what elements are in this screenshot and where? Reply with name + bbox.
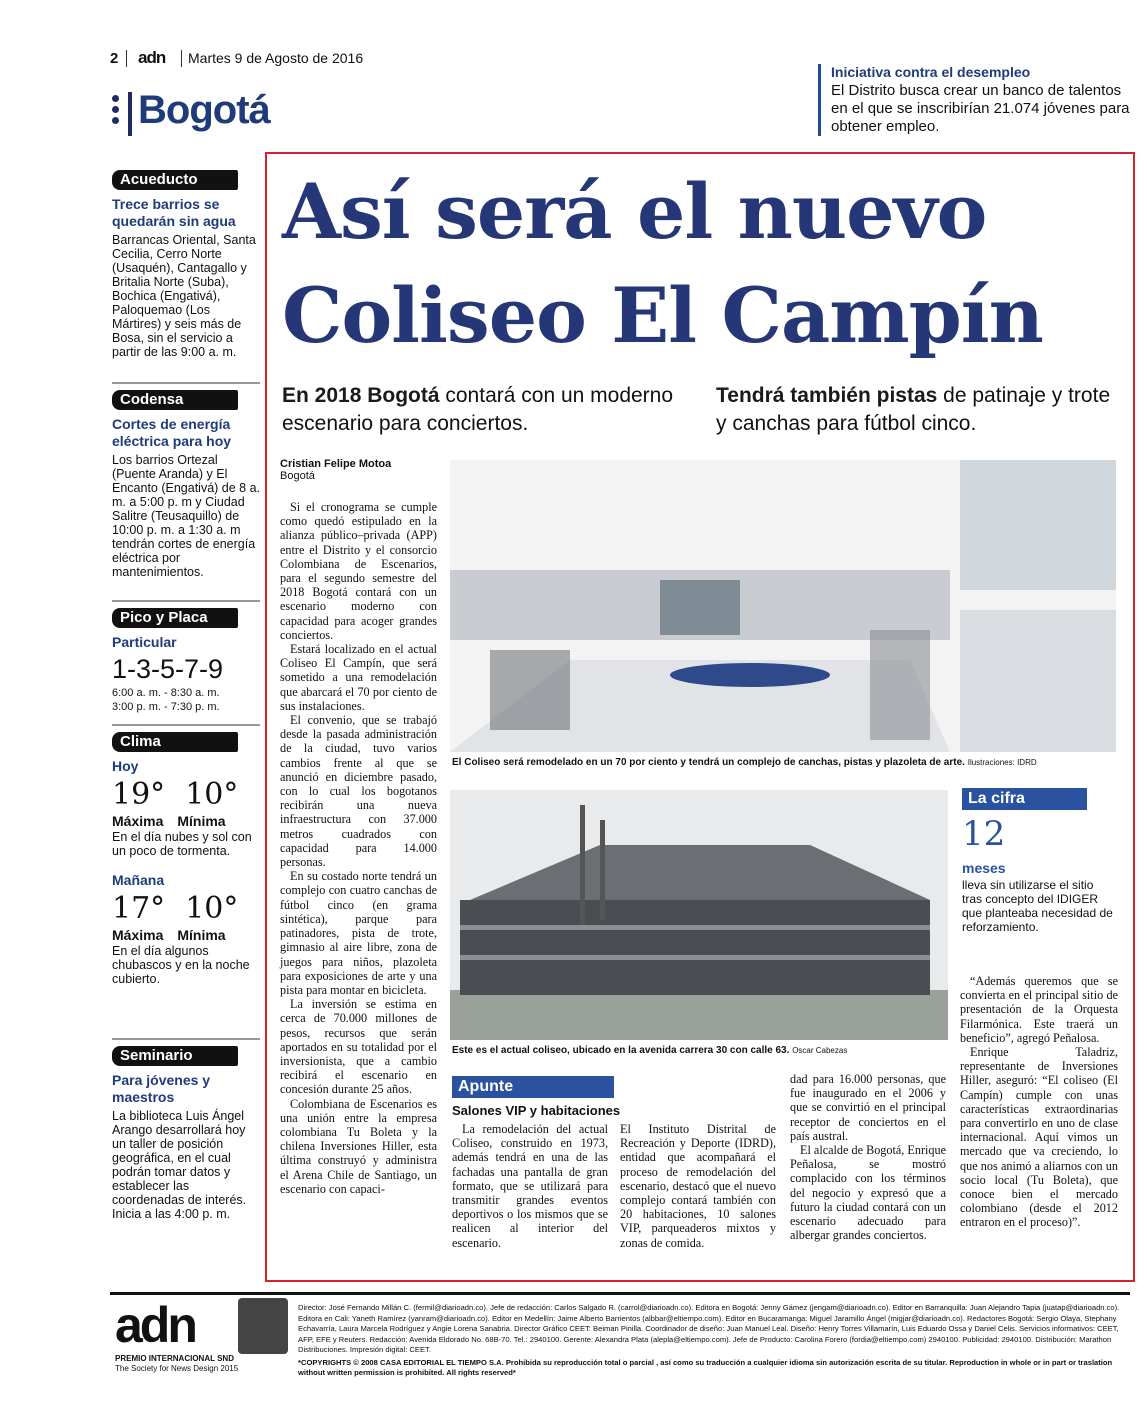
author: Cristian Felipe Motoa (280, 458, 392, 470)
headline-line-1: Así será el nuevo (282, 167, 987, 256)
paragraph: Estará localizado en el actual Coliseo El Campín, que será sometido a una remodelación que abarcará el 70 por ciento de sus instalaciones. (280, 642, 437, 713)
byline-city: Bogotá (280, 470, 315, 482)
today-text: En el día nubes y sol con un poco de tormenta. (112, 830, 252, 858)
tag-clima: Clima (112, 732, 238, 752)
article-column-4 (790, 1072, 946, 1242)
paragraph: El convenio, que se trabajó desde la pasada administración de la ciudad, tuvo varios cambios frente al que se anunció en diciembre pasado, con lo cual los bogotanos recibirán una nueva infraestructura con 37.000 metros cuadrados con capacidad para 14.000 personas. (280, 713, 437, 870)
article-column-1 (280, 500, 437, 1196)
divider (181, 50, 182, 67)
max-label: Máxima (112, 813, 164, 829)
acueducto-text: Barrancas Oriental, Santa Cecilia, Cerro Norte (Usaquén), Cantagallo y Britalia Norte (Suba), Bochica (Engativá), Paloquemao (Los Mártires) y seis más de Bosa, sin el servicio a partir de las 9:00 a. m. (112, 233, 256, 359)
deck-1-rest: contará con un moderno escenario para conciertos. (282, 384, 674, 435)
section-bar (128, 92, 132, 136)
section-title: Bogotá (138, 88, 270, 132)
paragraph: En su costado norte tendrá un complejo con cuatro canchas de fútbol cinco (en grama sintética), parque para patinadores, pista de trote, gimnasio al aire libre, zona de juegos para niños, plazoleta para exposiciones de arte y una pista para montar en bicicleta. (280, 869, 437, 997)
credits-staff: Director: José Fernando Millán C. (fermil@diarioadn.co). Jefe de redacción: Carlos Salgado R. (carrol@diarioadn.co). Editora en Bogotá: Jenny Gámez (jengam@diarioadn.co). Editor en Barranquilla: Juan Alejandro Tapia (juatap@diarioadn.co). Editora en Cali: Yaneth Ramírez (yanram@diarioadn.co). Editor en Medellín: Jaime Alberto Barrientos (albbar@eltiempo.com). Editor en Bucaramanga: Miguel Jaramillo Ángel (migjar@diarioadn.co). Redactores Bogotá: Sergio Olaya, Stephany Echavarría, Laura Marcela Rodríguez y Angie Lorena Sanabria. Director Gráfico CEET: Beiman Pinilla. Coordinador de diseño: Juan Manuel Leal. Diseño: Henry Torres Villamarín, Luis Eduardo Ossa y Daniel Celis. Servicios informativos: CEET, AFP, EFE y Reuters. Redacción: Avenida Eldorado No. 68B-70. Tel.: 2940100. Gerente: Alexandra Plata (alepla@eltiempo.com). Jefe de Producto: Carolina Forero (fordia@eltiempo.com) 2940100. Publicidad: 2940100. Distribución: Marathon Distribuciones. Impresión digital: CEET. (298, 1303, 1120, 1354)
paragraph: Colombiana de Escenarios es una unión entre la empresa colombiana Tu Boleta y la chilena Inversiones Hiller, esta última construyó y administra el Arena Chile de Santiago, un escenario con capaci- (280, 1096, 437, 1196)
sidebar-codensa (112, 390, 260, 579)
paragraph: Enrique Taladriz, representante de Inversiones Hiller, aseguró: “El coliseo (El Campín) cumple con unas características extraordinarias para convertirlo en uno de clase internacional. Aquí vimos un mercado que va creciendo, lo que nos animó a aliarnos con un socio local (Tu Boleta), que conoce bien el mercado colombiano (desde el 2012 entraron en el proceso)”. (960, 1045, 1118, 1230)
sidebar-seminario (112, 1046, 260, 1221)
award-line-1: PREMIO INTERNACIONAL SND (115, 1354, 234, 1363)
paragraph: El alcalde de Bogotá, Enrique Peñalosa, se mostró complacido con los términos del negocio y expresó que a futuro la ciudad contará con un escenario adecuado para albergar grandes conciertos. (790, 1143, 946, 1243)
tag-acueducto: Acueducto (112, 170, 238, 190)
cifra-tag: La cifra (962, 788, 1087, 810)
seminario-text: La biblioteca Luis Ángel Arango desarrollará hoy un taller de posición geográfica, en el cual podrán tomar datos y establecer las coordenadas de interés. Inicia a las 4:00 p. m. (112, 1109, 247, 1221)
min-label: Mínima (177, 813, 226, 829)
paragraph: dad para 16.000 personas, que fue inaugurado en el 2006 y que se convirtió en el principal receptor de conciertos en el país austral. (790, 1072, 946, 1143)
tag-seminario: Seminario (112, 1046, 238, 1066)
deck-1-bold: En 2018 Bogotá (282, 384, 440, 407)
illustration-coliseo (450, 460, 1116, 752)
teaser (818, 64, 1131, 136)
tag-codensa: Codensa (112, 390, 238, 410)
tomorrow-max: 17° (112, 891, 166, 926)
cifra-unit: meses (962, 860, 1006, 876)
pico-hours-1: 6:00 a. m. - 8:30 a. m. (112, 687, 220, 699)
max-label: Máxima (112, 927, 164, 943)
cifra-text: lleva sin utilizarse el sitio tras concepto del IDIGER que planteaba necesidad de reforzamiento. (962, 878, 1113, 934)
headline-line-2: Coliseo El Campín (282, 271, 1043, 360)
byline (280, 458, 391, 482)
pico-hours-2: 3:00 p. m. - 7:30 p. m. (112, 701, 220, 713)
sidebar-acueducto (112, 170, 260, 359)
apunte-col-b: El Instituto Distrital de Recreación y Deporte (IDRD), entidad que acompañará el proceso de remodelación del escenario, destacó que el nuevo complejo contará también con 20 habitaciones, 10 salones VIP, parqueaderos mixtos y zonas de comida. (620, 1122, 776, 1250)
section-dots-icon (112, 95, 120, 128)
sidebar-clima (112, 732, 260, 986)
header-logo: adn (138, 48, 166, 67)
pico-digits: 1-3-5-7-9 (112, 654, 224, 684)
sidebar-pico-placa (112, 608, 260, 714)
caption-illustration: El Coliseo será remodelado en un 70 por ciento y tendrá un complejo de canchas, pistas y plazoleta de arte. Ilustraciones: IDRD (452, 757, 1037, 768)
paragraph: La inversión se estima en cerca de 70.000 millones de pesos, recursos que serán aportados en su totalidad por el inversionista, que a cambio recibirá el escenario en concesión durante 25 años. (280, 997, 437, 1097)
paragraph: “Además queremos que se convierta en el principal sitio de presentación de la Orquesta Filarmónica. Este traerá un beneficio”, agregó Peñalosa. (960, 974, 1118, 1045)
divider (126, 50, 127, 67)
page-number: 2 (110, 50, 119, 67)
divider (112, 600, 260, 602)
apunte-tag: Apunte (452, 1076, 614, 1098)
credits (298, 1303, 1128, 1379)
today-max: 19° (112, 777, 166, 812)
pico-title: Particular (112, 634, 177, 650)
photo-coliseo (450, 790, 948, 1040)
tomorrow-min: 10° (185, 891, 239, 926)
acueducto-title: Trece barrios se quedarán sin agua (112, 196, 236, 229)
deck-1 (282, 382, 702, 438)
footer-divider (110, 1292, 1130, 1295)
today-min: 10° (185, 777, 239, 812)
teaser-text: El Distrito busca crear un banco de talentos en el que se inscribirían 21.074 jóvenes para obtener empleo. (831, 82, 1130, 135)
credits-copyright: *COPYRIGHTS © 2008 CASA EDITORIAL EL TIEMPO S.A. Prohibida su reproducción total o parcial , así como su traducción a cualquier idioma sin autorización escrita de su titular. Reproduction in whole or in part or traslation without written permission is prohibited. All rights reserved* (298, 1357, 1113, 1377)
header-date: Martes 9 de Agosto de 2016 (188, 50, 364, 66)
clima-today-label: Hoy (112, 758, 139, 774)
divider (112, 382, 260, 384)
divider (112, 1038, 260, 1040)
deck-2-rest: de patinaje y trote y canchas para fútbol cinco. (716, 384, 1111, 435)
caption-photo: Este es el actual coliseo, ubicado en la avenida carrera 30 con calle 63. Oscar Cabezas (452, 1045, 848, 1056)
tomorrow-text: En el día algunos chubascos y en la noche cubierto. (112, 944, 250, 986)
article-column-5 (960, 974, 1118, 1230)
footer-logo: adn (115, 1297, 195, 1353)
headline (282, 160, 1122, 368)
seminario-title: Para jóvenes y maestros (112, 1072, 211, 1105)
apunte-title: Salones VIP y habitaciones (452, 1103, 621, 1118)
apunte-col-a: La remodelación del actual Coliseo, construido en 1973, además tendrá en una de las fachadas una pantalla de gran formato, que se utilizará para transmitir grandes eventos deportivos o los mismos que se realicen al interior del escenario. (452, 1122, 608, 1250)
award-badge-icon (238, 1298, 288, 1354)
clima-tomorrow-label: Mañana (112, 872, 165, 888)
codensa-title: Cortes de energía eléctrica para hoy (112, 416, 232, 449)
deck-2-bold: Tendrá también pistas (716, 384, 938, 407)
min-label: Mínima (177, 927, 226, 943)
cifra-number: 12 (962, 814, 1006, 854)
teaser-title: Iniciativa contra el desempleo (831, 64, 1031, 80)
codensa-text: Los barrios Ortezal (Puente Aranda) y El Encanto (Engativá) de 8 a. m. a 5:00 p. m y Ciudad Salitre (Teusaquillo) de 10:00 p. m. a 1:30 a. m tendrán cortes de energía eléctrica por mantenimientos. (112, 453, 261, 579)
deck-2 (716, 382, 1116, 438)
divider (112, 724, 260, 726)
paragraph: Si el cronograma se cumple como quedó estipulado en la alianza público–privada (APP) entre el Distrito y el consorcio Colombiana de Escenarios, para el segundo semestre del 2018 Bogotá contará con un escenario moderno con capacidad para acoger grandes conciertos. (280, 500, 437, 642)
tag-pico-placa: Pico y Placa (112, 608, 238, 628)
award-line-2: The Society for News Design 2015 (115, 1364, 239, 1373)
